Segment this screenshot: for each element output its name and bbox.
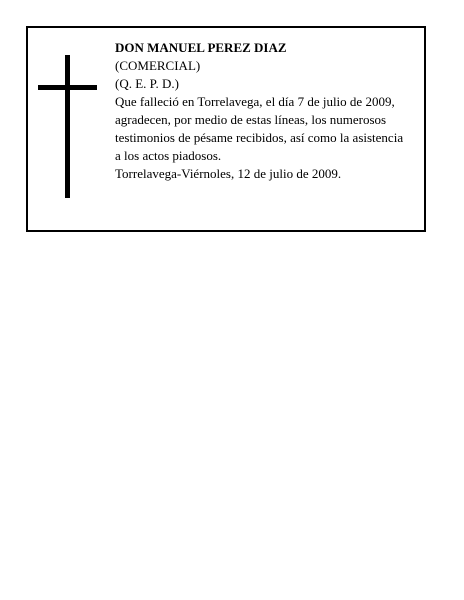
message-line: Que falleció en Torrelavega, el día 7 de julio de 2009,: [115, 94, 395, 109]
cross-vertical-bar: [65, 55, 70, 198]
message-line: agradecen, por medio de estas líneas, los numerosos: [115, 112, 387, 127]
message-line: a los actos piadosos.: [115, 148, 222, 163]
occupation: (COMERCIAL): [115, 58, 201, 73]
notice-text: [115, 39, 421, 183]
deceased-name: DON MANUEL PEREZ DIAZ: [115, 40, 287, 55]
place-date: Torrelavega-Viérnoles, 12 de julio de 2009.: [115, 166, 342, 181]
cross-horizontal-bar: [38, 85, 97, 90]
qepd-line: (Q. E. P. D.): [115, 76, 179, 91]
message-line: testimonios de pésame recibidos, así como la asistencia: [115, 130, 404, 145]
obituary-notice: [26, 26, 426, 232]
